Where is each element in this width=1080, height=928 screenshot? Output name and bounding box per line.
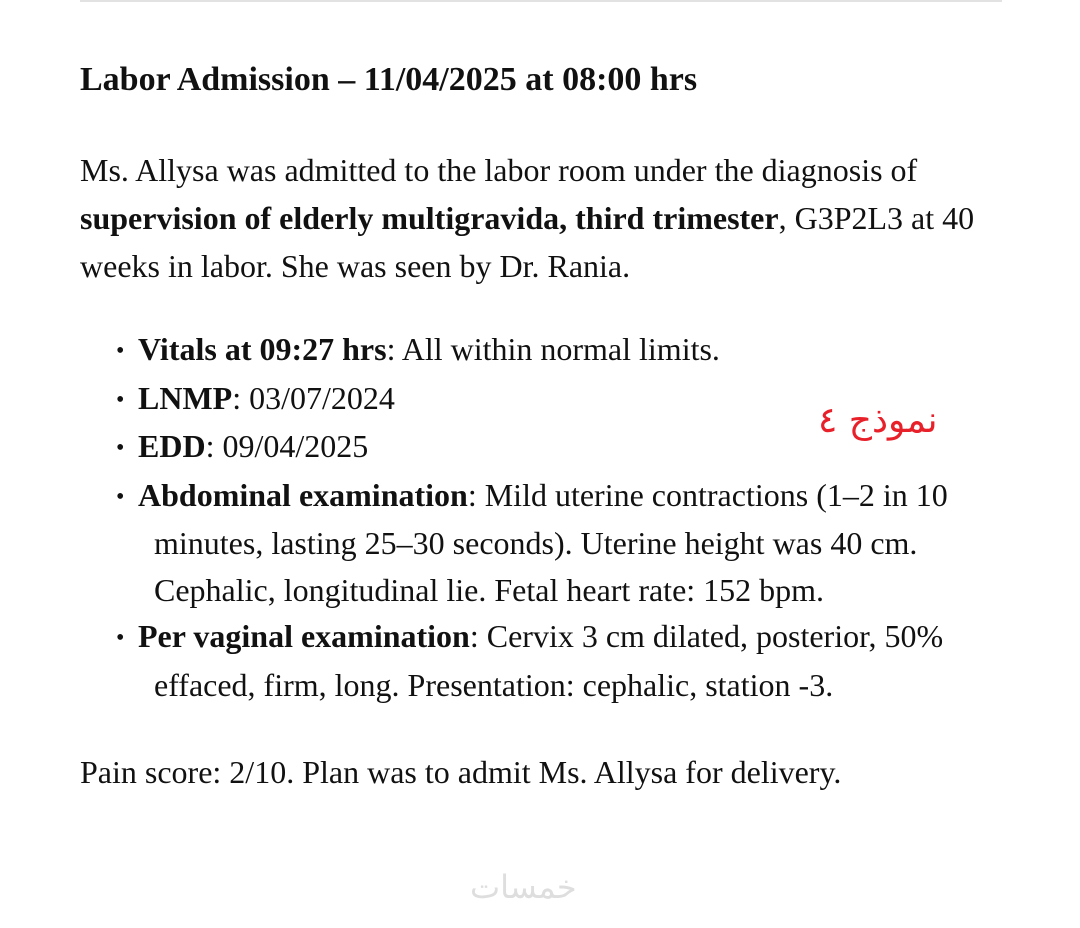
finding-value: Cervix 3 cm dilated, posterior, 50% effaced, firm, long. Presentation: cephalic, station -3. bbox=[154, 618, 944, 703]
handwritten-annotation: نموذج ٤ bbox=[818, 400, 938, 441]
finding-vaginal-exam bbox=[116, 613, 996, 708]
finding-separator: : bbox=[467, 476, 485, 513]
finding-separator: : bbox=[469, 618, 487, 654]
findings-list bbox=[116, 326, 996, 708]
finding-label: Per vaginal examination bbox=[138, 618, 470, 654]
intro-paragraph bbox=[80, 146, 1010, 290]
finding-label: EDD bbox=[138, 428, 206, 464]
bullet-glyph: • bbox=[116, 625, 125, 651]
finding-separator: : bbox=[232, 379, 250, 416]
bullet-glyph: • bbox=[116, 386, 125, 413]
intro-text-end: , G3P2L3 at 40 weeks in labor. She was seen by Dr. Rania. bbox=[80, 200, 975, 284]
finding-label: Vitals at 09:27 hrs bbox=[138, 331, 387, 367]
finding-separator: : bbox=[205, 428, 223, 464]
finding-vitals bbox=[116, 326, 996, 375]
finding-value: All within normal limits. bbox=[401, 331, 720, 367]
bullet-glyph: • bbox=[116, 338, 125, 364]
bullet-glyph: • bbox=[116, 483, 125, 510]
finding-abdominal-exam bbox=[116, 472, 996, 614]
finding-separator: : bbox=[386, 331, 402, 367]
finding-label: LNMP bbox=[138, 379, 233, 416]
finding-label: Abdominal examination bbox=[138, 476, 468, 513]
finding-value: Mild uterine contractions (1–2 in 10 minutes, lasting 25–30 seconds). Uterine height was 40 cm. Cephalic, longitudinal lie. Fetal heart rate: 152 bpm. bbox=[154, 476, 948, 608]
closing-paragraph: Pain score: 2/10. Plan was to admit Ms. Allysa for delivery. bbox=[80, 754, 842, 790]
note-heading: Labor Admission – 11/04/2025 at 08:00 hrs bbox=[80, 61, 698, 98]
intro-text-start: Ms. Allysa was admitted to the labor room under the diagnosis of bbox=[80, 152, 918, 188]
bullet-glyph: • bbox=[116, 435, 125, 461]
top-divider bbox=[80, 0, 1002, 2]
diagnosis-text: supervision of elderly multigravida, third trimester bbox=[80, 200, 779, 236]
watermark-logo: خمسات bbox=[470, 868, 577, 906]
finding-value: 09/04/2025 bbox=[222, 428, 369, 464]
finding-value: 03/07/2024 bbox=[249, 379, 395, 416]
